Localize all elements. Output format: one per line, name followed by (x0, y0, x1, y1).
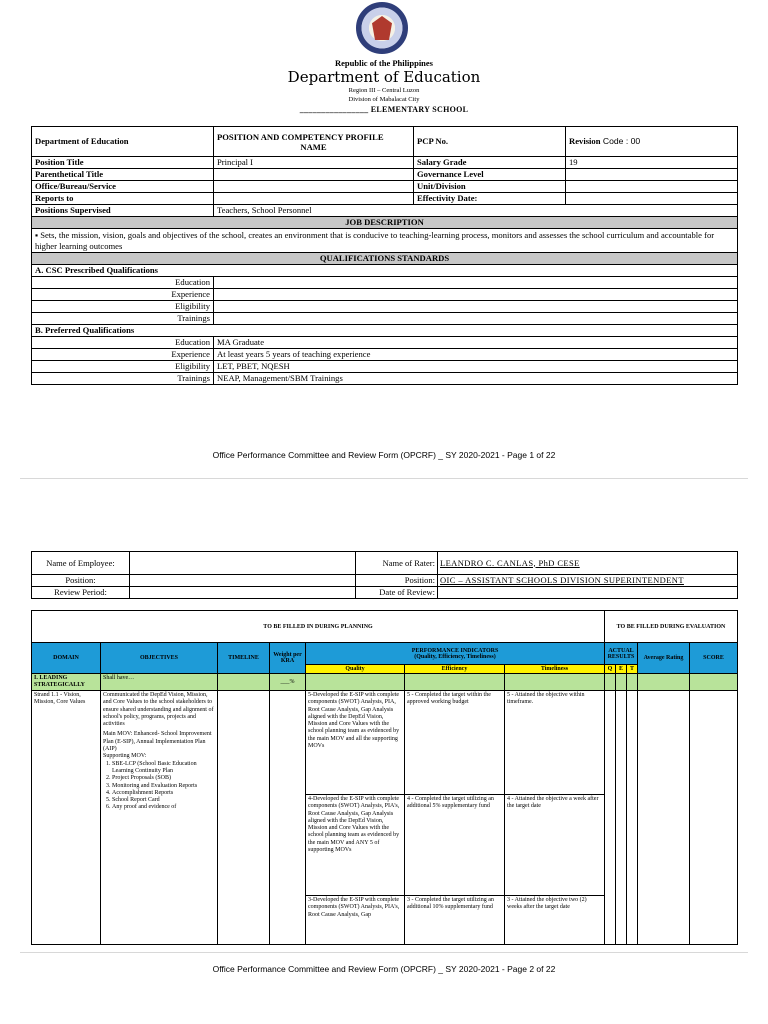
supporting-mov-item: 2. Project Proposals (SOB) (112, 775, 215, 782)
revision-value: Code : 00 (600, 136, 641, 146)
pcp-no-label: PCP No. (414, 127, 566, 157)
timeliness-3: 3 - Attained the objective two (2) weeks after the target date (505, 895, 604, 912)
employee-position-value[interactable] (130, 575, 356, 587)
qualifications-heading: QUALIFICATIONS STANDARDS (32, 253, 738, 265)
timeline-header: TIMELINE (218, 643, 270, 674)
kra-q (605, 674, 616, 691)
rater-position-value: OIC – ASSISTANT SCHOOLS DIVISION SUPERINTENDENT (438, 575, 738, 587)
employee-rater-table (31, 551, 738, 599)
score-header: SCORE (690, 643, 738, 674)
supporting-mov-item: 6. Any proof and evidence of (112, 804, 215, 811)
timeline-cell[interactable] (218, 691, 270, 945)
quality-4: 4-Developed the E-SIP with complete components (SWOT) Analysis, PIA's, Root Cause Analysis, Gap Analysis aligned with the DepEd Vision, Mission and Core Values with the school planning team as evidenced by the main MOV and ANY 5 of supporting MOVs (306, 794, 404, 894)
csc-education-label: Education (32, 277, 214, 289)
unit-division-label: Unit/Division (414, 181, 566, 193)
timeliness-5: 5 - Attained the objective within timeframe. (507, 692, 585, 706)
opcrf-table (31, 610, 738, 945)
supporting-mov-item: 3. Monitoring and Evaluation Reports (112, 783, 215, 790)
csc-experience-value (214, 289, 738, 301)
reports-to-value (214, 193, 414, 205)
parenthetical-title-value (214, 169, 414, 181)
region-line: Region III – Central Luzon (348, 87, 420, 94)
t-rating-cell[interactable] (627, 691, 638, 945)
csc-eligibility-label: Eligibility (32, 301, 214, 313)
pcp-title-cell (214, 127, 414, 157)
csc-trainings-label: Trainings (32, 313, 214, 325)
main-mov: Main MOV: Enhanced- School Improvement Plan (E-SIP), Annual Implementation Plan (AIP) (103, 731, 212, 753)
pcp-title: POSITION AND COMPETENCY PROFILE (217, 131, 384, 142)
csc-education-value (214, 277, 738, 289)
pi-subtitle: (Quality, Efficiency, Timeliness) (414, 653, 496, 660)
revision-label: Revision (569, 136, 601, 146)
deped-seal-icon (356, 2, 408, 54)
preferred-trainings-label: Trainings (32, 373, 214, 385)
preferred-experience-value: At least years 5 years of teaching experience (214, 349, 738, 361)
preferred-experience-label: Experience (32, 349, 214, 361)
csc-trainings-value (214, 313, 738, 325)
kra-average (638, 674, 690, 691)
evaluation-heading: TO BE FILLED DURING EVALUATION (605, 611, 738, 643)
employee-name-value[interactable] (130, 552, 356, 575)
quality-cell (306, 691, 405, 945)
position-title-value: Principal I (214, 157, 414, 169)
kra-weight: ___% (270, 674, 306, 691)
preferred-education-value: MA Graduate (214, 337, 738, 349)
preferred-trainings-value: NEAP, Management/SBM Trainings (214, 373, 738, 385)
quality-5: 5-Developed the E-SIP with complete components (SWOT) Analysis, PIA, Root Cause Analysis, Gap Analysis aligned with the DepEd Vision, Mission and Core Values with the school planning team as evidenced by the main MOV and all the supporting MOVs (308, 692, 400, 750)
date-of-review-value[interactable] (438, 587, 738, 599)
domain-header: DOMAIN (32, 643, 101, 674)
timeliness-4: 4 - Attained the objective a week after the target date (505, 794, 604, 894)
actual-results-header: ACTUAL RESULTS (605, 643, 638, 665)
school-line: ________________ ELEMENTARY SCHOOL (299, 105, 469, 114)
governance-level-label: Governance Level (414, 169, 566, 181)
strand-cell: Strand 1.1 - Vision, Mission, Core Values (32, 691, 101, 945)
csc-experience-label: Experience (32, 289, 214, 301)
score-cell[interactable] (690, 691, 738, 945)
positions-supervised-label: Positions Supervised (32, 205, 214, 217)
kra-timeline (218, 674, 270, 691)
kra-e (616, 674, 627, 691)
supporting-mov-list (112, 761, 215, 812)
review-period-label: Review Period: (32, 587, 130, 599)
page-separator (20, 478, 748, 479)
efficiency-header: Efficiency (405, 665, 505, 674)
preferred-eligibility-label: Eligibility (32, 361, 214, 373)
employee-position-label: Position: (32, 575, 130, 587)
supporting-mov-item: 4. Accomplishment Reports (112, 790, 215, 797)
t-header: T (627, 665, 638, 674)
efficiency-3: 3 - Completed the target utilizing an additional 10% supplementary fund (405, 895, 504, 912)
parenthetical-title-label: Parenthetical Title (32, 169, 214, 181)
kra-quality (306, 674, 405, 691)
preferred-eligibility-value: LET, PBET, NQESH (214, 361, 738, 373)
q-header: Q (605, 665, 616, 674)
positions-supervised-value: Teachers, School Personnel (214, 205, 738, 217)
kra-timeliness (505, 674, 605, 691)
pi-title: PERFORMANCE INDICATORS (411, 647, 499, 654)
supporting-mov-item: 1. SBE-LCP (School Basic Education Learning Continuity Plan (112, 761, 215, 776)
governance-level-value (566, 169, 738, 181)
timeliness-cell (505, 691, 605, 945)
effectivity-date-value (566, 193, 738, 205)
kra-efficiency (405, 674, 505, 691)
supporting-mov-label: Supporting MOV: (103, 753, 147, 760)
position-competency-profile-table (31, 126, 738, 385)
objective-text: Communicated the DepEd Vision, Mission, and Core Values to the school stakeholders to ensure shared understanding and alignment of school's policy, programs, projects and activities (103, 692, 214, 728)
e-rating-cell[interactable] (616, 691, 627, 945)
salary-grade-value: 19 (566, 157, 738, 169)
objective-cell (101, 691, 218, 945)
position-title-label: Position Title (32, 157, 214, 169)
csc-eligibility-value (214, 301, 738, 313)
rater-name-label: Name of Rater: (356, 552, 438, 575)
quality-header: Quality (306, 665, 405, 674)
timeliness-header: Timeliness (505, 665, 605, 674)
page-1-footer: Office Performance Committee and Review Form (OPCRF) _ SY 2020-2021 - Page 1 of 22 (212, 450, 556, 460)
employee-name-label: Name of Employee: (32, 552, 130, 575)
average-rating-header: Average Rating (638, 643, 690, 674)
department-title: Department of Education (287, 68, 481, 86)
preferred-heading: B. Preferred Qualifications (32, 325, 738, 337)
page-separator (20, 952, 748, 953)
performance-indicators-header (306, 643, 605, 665)
q-rating-cell[interactable] (605, 691, 616, 945)
job-description-text: ▪ Sets, the mission, vision, goals and objectives of the school, creates an environment that is conducive to teaching-learning process, monitors and assesses the school curriculum and accountable for higher learning outcomes (32, 229, 738, 253)
quality-3: 3-Developed the E-SIP with complete components (SWOT) Analysis, PIA's, Root Cause Analysis, Gap (306, 895, 404, 919)
planning-heading: TO BE FILLED IN DURING PLANNING (32, 611, 605, 643)
page-2-footer: Office Performance Committee and Review Form (OPCRF) _ SY 2020-2021 - Page 2 of 22 (212, 964, 556, 974)
unit-division-value (566, 181, 738, 193)
office-label: Office/Bureau/Service (32, 181, 214, 193)
office-value (214, 181, 414, 193)
effectivity-date-label: Effectivity Date: (414, 193, 566, 205)
date-of-review-label: Date of Review: (356, 587, 438, 599)
supporting-mov-item: 5. School Report Card (112, 797, 215, 804)
division-line: Division of Mabalacat City (348, 96, 420, 103)
review-period-value[interactable] (130, 587, 356, 599)
kra-objective: Shall have… (101, 674, 218, 691)
efficiency-4: 4 - Completed the target utilizing an additional 5% supplementary fund (405, 794, 504, 894)
republic-line: Republic of the Philippines (334, 58, 433, 68)
reports-to-label: Reports to (32, 193, 214, 205)
efficiency-5: 5 - Completed the target within the approved working budget (407, 692, 491, 706)
salary-grade-label: Salary Grade (414, 157, 566, 169)
csc-heading: A. CSC Prescribed Qualifications (32, 265, 738, 277)
preferred-education-label: Education (32, 337, 214, 349)
weight-cell[interactable] (270, 691, 306, 945)
rater-position-label: Position: (356, 575, 438, 587)
kra-t (627, 674, 638, 691)
weight-header: Weight per KRA (270, 643, 306, 674)
kra-title: I. LEADING STRATEGICALLY (32, 674, 101, 691)
dept-label: Department of Education (32, 127, 214, 157)
average-rating-cell[interactable] (638, 691, 690, 945)
kra-score (690, 674, 738, 691)
rater-name-value: LEANDRO C. CANLAS, PhD CESE (438, 552, 738, 575)
name-label: NAME (300, 141, 327, 152)
job-description-heading: JOB DESCRIPTION (32, 217, 738, 229)
efficiency-cell (405, 691, 505, 945)
objectives-header: OBJECTIVES (101, 643, 218, 674)
revision-cell (566, 127, 738, 157)
e-header: E (616, 665, 627, 674)
